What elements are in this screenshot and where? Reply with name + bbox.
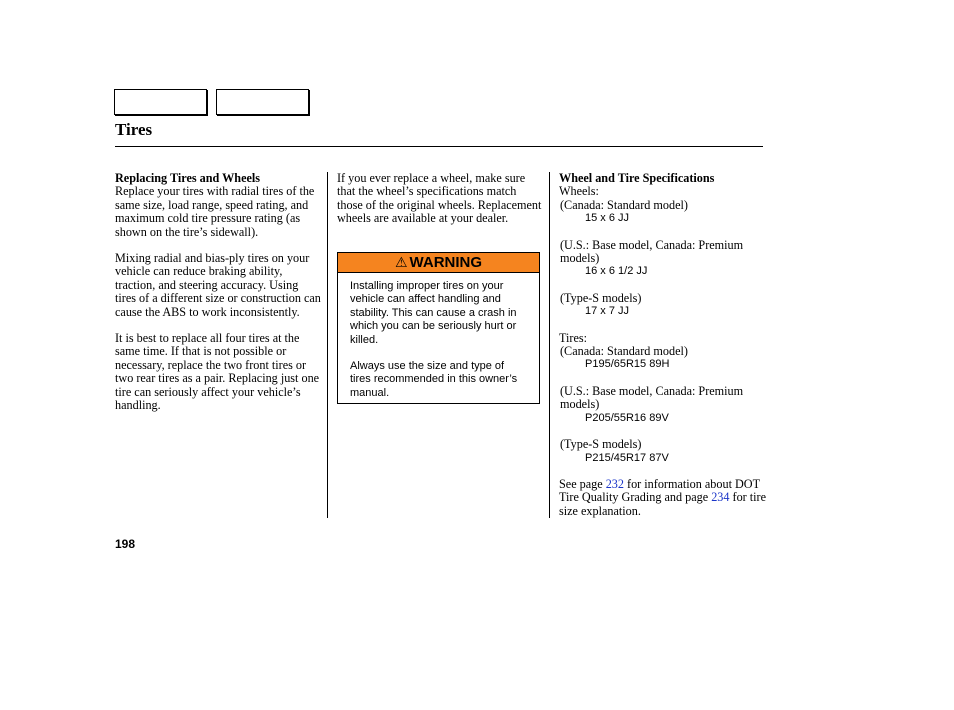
nav-button-main-menu[interactable] [114,89,207,115]
spec-value: 15 x 6 JJ [585,212,630,225]
paragraph: Mixing radial and bias-ply tires on your vehicle can reduce braking ability, traction, and steering accuracy. Using tires of a different size or construction can cause the ABS to work inconsistently. [115,251,321,319]
wheels-label: Wheels: [559,184,599,199]
paragraph: It is best to replace all four tires at the same time. If that is not possible or necessary, replace the two front tires or two rear tires as a pair. Replacing just one tire can seriously affect your vehicle’s handling. [115,331,320,413]
warning-label: WARNING [409,254,483,271]
warning-text: Always use the size and type of tires recommended in this owner’s manual. [350,360,518,399]
nav-button-index[interactable] [216,89,309,115]
warning-box [337,252,540,404]
warning-text: Installing improper tires on your vehicle can affect handling and stability. This can cause a crash in which you can be seriously hurt or killed. [350,280,517,346]
spec-value: 16 x 6 1/2 JJ [585,265,648,278]
spec-model: (Canada: Standard model) [560,344,688,359]
warning-body [338,273,539,400]
column-wheel-replacement [337,172,542,239]
page-link-232[interactable]: 232 [605,476,624,491]
spec-value: 17 x 7 JJ [585,305,630,318]
column-replacing-tires [115,172,321,426]
warning-triangle-icon: ⚠ [394,254,408,270]
cross-reference-text: See page 232 for information about DOT Tire Quality Grading and page 234 for tire size explanation. [559,476,767,518]
tires-label: Tires: [559,330,587,345]
spec-model: (Canada: Standard model) [560,197,688,212]
spec-model: (U.S.: Base model, Canada: Premium models) [560,237,744,266]
spec-model: (Type-S models) [560,437,642,452]
page-title: Tires [115,120,153,139]
paragraph: If you ever replace a wheel, make sure that the wheel’s specifications match those of the original wheels. Replacement wheels are available at your dealer. [337,171,542,226]
column-specifications [559,172,769,518]
spec-value: P205/55R16 89V [585,411,669,424]
paragraph: Replace your tires with radial tires of the same size, load range, speed rating, and maximum cold tire pressure rating (as shown on the tire’s sidewall). [115,184,315,239]
spec-model: (U.S.: Base model, Canada: Premium models) [560,383,744,412]
column-divider [327,172,328,518]
spec-value: P215/45R17 87V [585,451,669,464]
spec-value: P195/65R15 89H [585,358,670,371]
title-divider [115,146,763,147]
section-heading: Wheel and Tire Specifications [559,171,715,185]
page-number: 198 [115,537,136,551]
warning-header [338,253,539,273]
page-link-234[interactable]: 234 [711,490,730,505]
column-divider [549,172,550,518]
section-heading: Replacing Tires and Wheels [115,171,261,185]
spec-model: (Type-S models) [560,290,642,305]
